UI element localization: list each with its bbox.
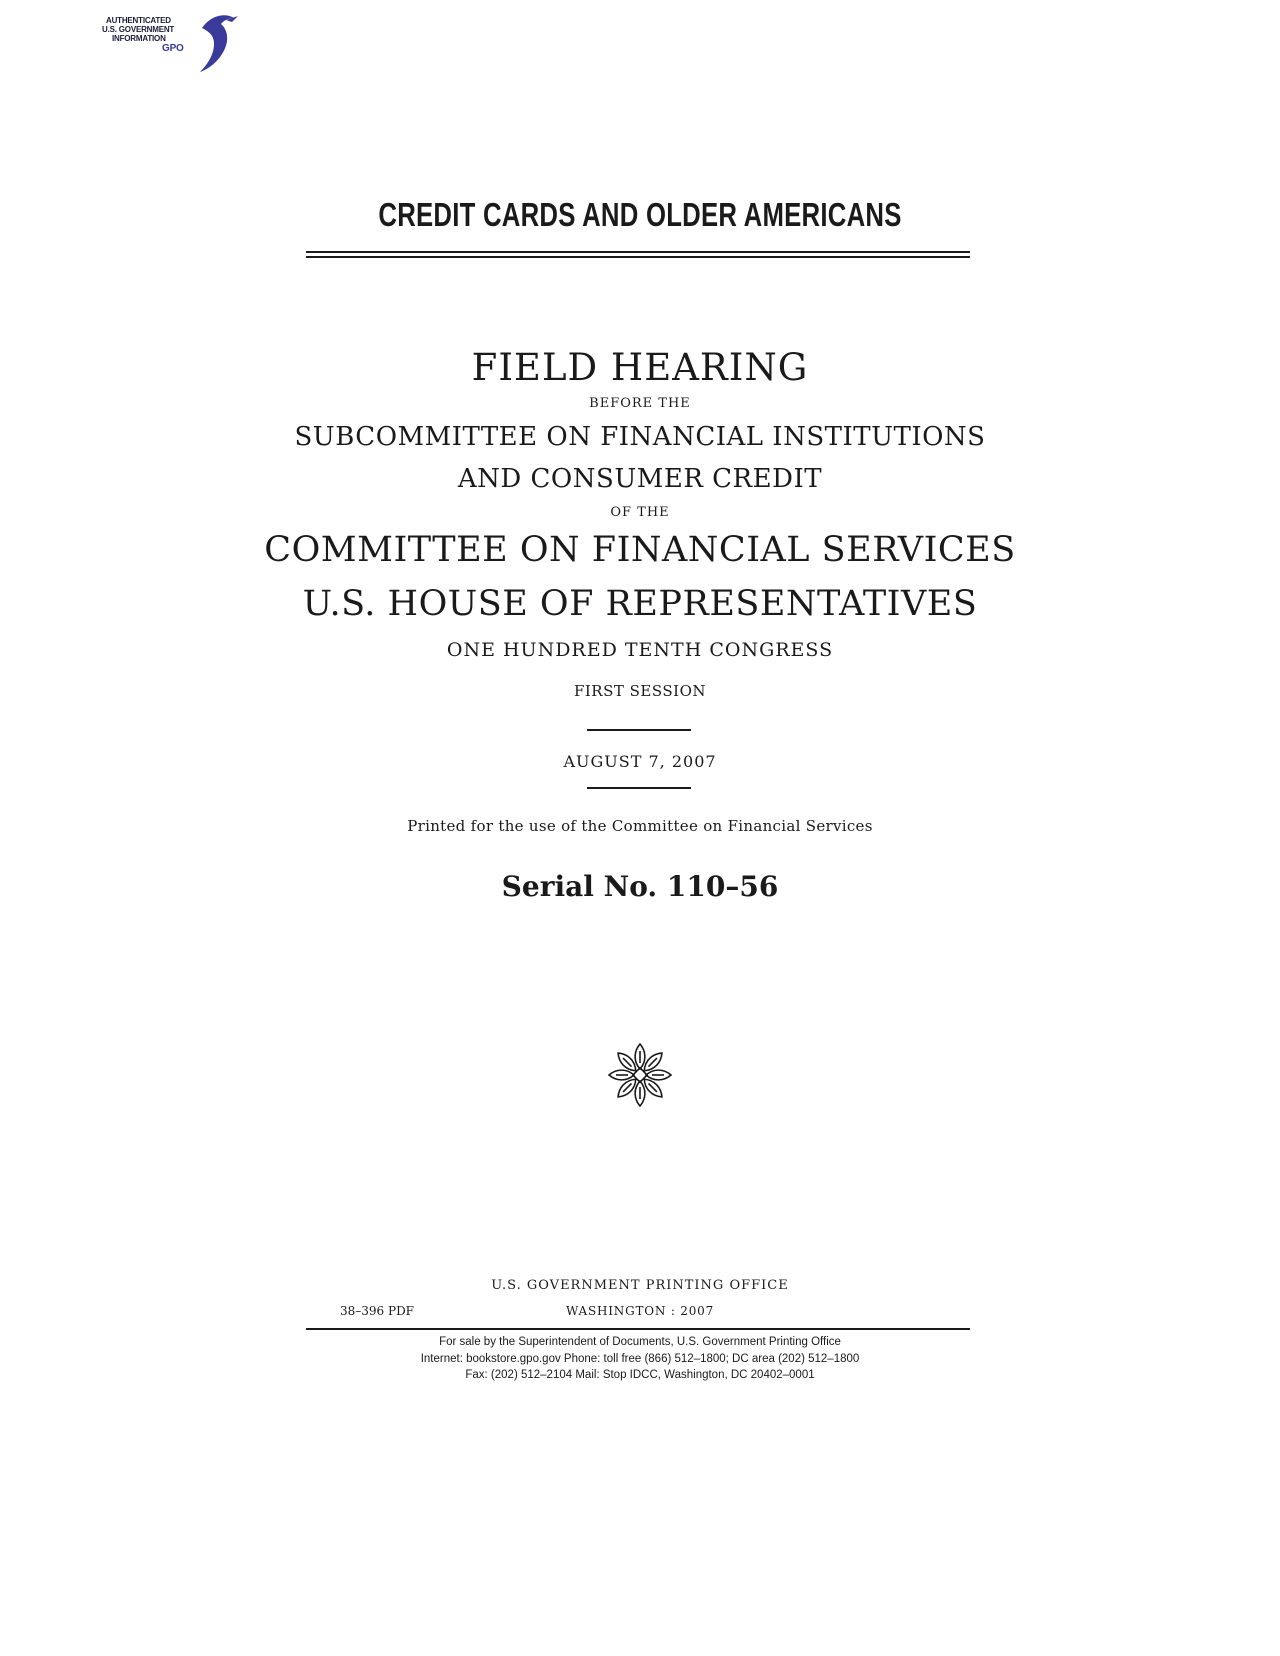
printing-office-label: U.S. GOVERNMENT PRINTING OFFICE xyxy=(491,1278,789,1293)
session-label: FIRST SESSION xyxy=(573,682,707,700)
document-title: CREDIT CARDS AND OLDER AMERICANS xyxy=(378,196,902,233)
title-rule-top xyxy=(306,251,970,253)
date-rule-bottom xyxy=(587,787,691,789)
logo-mark-gpo: GPO xyxy=(162,43,184,54)
footer-rule xyxy=(306,1328,970,1330)
sale-info-line3: Fax: (202) 512–2104 Mail: Stop IDCC, Washington, DC 20402–0001 xyxy=(465,1369,815,1381)
logo-line-information: INFORMATION xyxy=(112,34,166,43)
sale-info-line2: Internet: bookstore.gpo.gov Phone: toll free (866) 512–1800; DC area (202) 512–1800 xyxy=(420,1353,860,1365)
logo-line-authenticated: AUTHENTICATED xyxy=(106,16,171,25)
date-rule-top xyxy=(587,729,691,731)
hearing-type: FIELD HEARING xyxy=(471,346,809,389)
sale-info-line1: For sale by the Superintendent of Documents, U.S. Government Printing Office xyxy=(439,1336,841,1348)
committee-name: COMMITTEE ON FINANCIAL SERVICES xyxy=(264,530,1016,570)
title-rule-bottom xyxy=(306,256,970,258)
pdf-number: 38–396 PDF xyxy=(340,1304,415,1318)
city-year: WASHINGTON : 2007 xyxy=(565,1304,715,1318)
house-name: U.S. HOUSE OF REPRESENTATIVES xyxy=(302,584,978,624)
congress-label: ONE HUNDRED TENTH CONGRESS xyxy=(446,639,834,661)
eagle-icon xyxy=(196,8,240,78)
subcommittee-name-line1: SUBCOMMITTEE ON FINANCIAL INSTITUTIONS xyxy=(294,422,986,452)
logo-line-government: U.S. GOVERNMENT xyxy=(102,25,175,34)
of-the-label: OF THE xyxy=(610,505,670,520)
serial-number: Serial No. 110–56 xyxy=(501,870,779,903)
hearing-date: AUGUST 7, 2007 xyxy=(563,752,717,771)
before-the-label: BEFORE THE xyxy=(589,396,691,411)
printed-for-note: Printed for the use of the Committee on Financial Services xyxy=(407,817,873,835)
subcommittee-name-line2: AND CONSUMER CREDIT xyxy=(457,464,823,494)
gpo-authentication-logo xyxy=(100,8,240,78)
gpo-ornament-icon xyxy=(605,1040,675,1110)
